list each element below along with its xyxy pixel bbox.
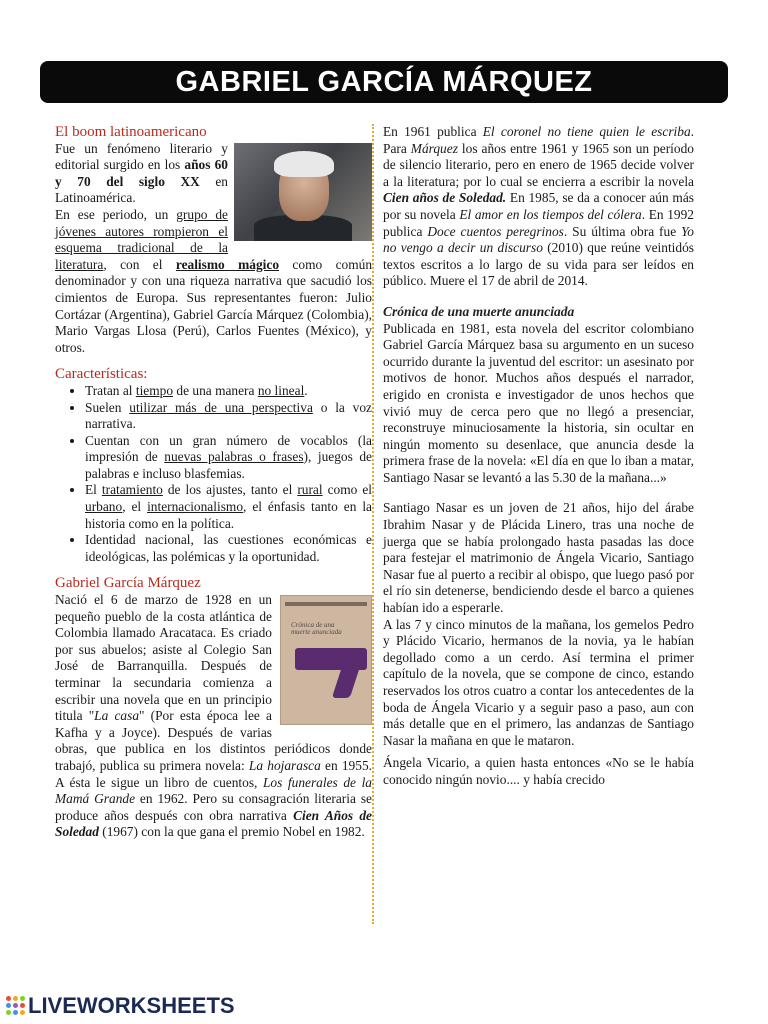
author-paragraph: Nació el 6 de marzo de 1928 en un pequeño pueblo de la costa atlántica de Colombia llamado Aracataca. Es criado por sus abuelos; asiste al Colegio San José de Barranquilla. Después de terminar la secundaria comienza a escribir una novela que en un principio titula "La casa" (Por esta época lee a Kafha y a Joyce). Después de varias obras, que publica en los distintos periódicos donde trabajó, publica su primera novela: La hojarasca en 1955. A ésta le sigue un libro de cuentos, Los funerales de la Mamá Grande en 1962. Pero su consagración literaria se produce años después con obra narrativa Cien Años de Soledad (1967) con la que gana el premio Nobel en 1982. — [55, 592, 372, 840]
title-banner — [40, 61, 728, 103]
page-title: GABRIEL GARCÍA MÁRQUEZ — [175, 65, 593, 98]
cronica-paragraph-3: A las 7 y cinco minutos de la mañana, los gemelos Pedro y Plácido Vicario, hermanos de la novia, ya le habían degollado como a un cerdo. Así termina el primer capítulo de la novela, que se compone de cinco, estando reservados los otros cuatro a contar los antecedentes de la boda de Ángela Vicario y a seguir paso a paso, aun con más detalle que en el primero, las andanzas de Santiago Nasar la mañana en que le mataron. — [383, 616, 694, 748]
column-divider — [372, 124, 374, 924]
boom-paragraph-1: Fue un fenómeno literario y editorial surgido en los años 60 y 70 del siglo XX en Latinoamérica. — [55, 140, 228, 206]
list-item: • Identidad nacional, las cuestiones económicas e ideológicas, las polémicas y la oportunidad. — [85, 532, 372, 565]
list-item: • Suelen utilizar más de una perspectiva o la voz narrativa. — [85, 400, 372, 433]
right-column — [383, 124, 694, 789]
list-item: • Cuentan con un gran número de vocablos (la impresión de nuevas palabras o frases), juegos de palabras e incluso blasfemias. — [85, 433, 372, 483]
author-heading: Gabriel García Márquez — [55, 575, 201, 592]
logo-icon — [6, 996, 26, 1016]
cronica-paragraph-4: Ángela Vicario, a quien hasta entonces «No se le había conocido ningún novio.... y había crecido — [383, 755, 694, 787]
cronica-heading: Crónica de una muerte anunciada — [383, 303, 575, 319]
list-item: • El tratamiento de los ajustes, tanto el rural como el urbano, el internacionalismo, el énfasis tanto en la historia como en la política. — [85, 482, 372, 532]
characteristics-list — [55, 383, 372, 566]
cronica-paragraph-1: Publicada en 1981, esta novela del escritor colombiano Gabriel García Márquez basa su argumento en un suceso ocurrido durante la juventud del escritor: un asesinato por motivos de honor. Muchos años después el narrador, erigido en cronista e investigador de unos hechos que vivió muy de cerca pero que no llegó a presenciar, reconstruye minuciosamente la historia, sin ocultar en ningún momento su desenlace, que anuncia desde la primera frase de la novela: «El día en que lo iban a matar, Santiago Nasar se levantó a las 5.30 de la mañana...» — [383, 320, 694, 485]
boom-heading: El boom latinoamericano — [55, 124, 207, 140]
list-item: • Tratan al tiempo de una manera no lineal. — [85, 383, 372, 400]
logo-text: LIVEWORKSHEETS — [28, 993, 235, 1018]
characteristics-heading: Características: — [55, 366, 148, 383]
works-paragraph: En 1961 publica El coronel no tiene quien le escriba. Para Márquez los años entre 1961 y 1965 son un período de silencio literario, pero en enero de 1965 decide volver a la literatura; por lo cual se encierra a escribir la novela Cien años de Soledad. En 1985, se da a conocer aún más por su novela El amor en los tiempos del cólera. En 1992 publica Doce cuentos peregrinos. Su última obra fue Yo no vengo a decir un discurso (2010) que reúne veintidós textos escritos a lo largo de su vida para ser leídos en público. Muere el 17 de abril de 2014. — [383, 124, 695, 289]
book-cover-image: Crónica de una muerte anunciada — [280, 595, 372, 725]
cronica-paragraph-2: Santiago Nasar es un joven de 21 años, hijo del árabe Ibrahim Nasar y de Plácida Linero, tras una noche de juerga que se había prolongado hasta pasadas las doce para festejar el matrimonio de Ángela Vicario, Santiago Nasar fue al puerto a recibir al obispo, que luego pasó por el río sin detenerse, bendiciendo desde el barco a quienes habían ido a esperarle. — [383, 500, 694, 616]
left-column — [55, 124, 372, 841]
liveworksheets-logo — [6, 994, 235, 1018]
boom-paragraph-2: En ese periodo, un grupo de jóvenes autores rompieron el esquema tradicional de la literatura, con el realismo mágico como común denominador y con una riqueza narrativa que sacudió los cimientos de Europa. Sus representantes fueron: Julio Cortázar (Argentina), Gabriel García Márquez (Colombia), Mario Vargas Llosa (Perú), Carlos Fuentes (México), y otros. — [55, 206, 373, 355]
author-photo — [234, 143, 372, 241]
